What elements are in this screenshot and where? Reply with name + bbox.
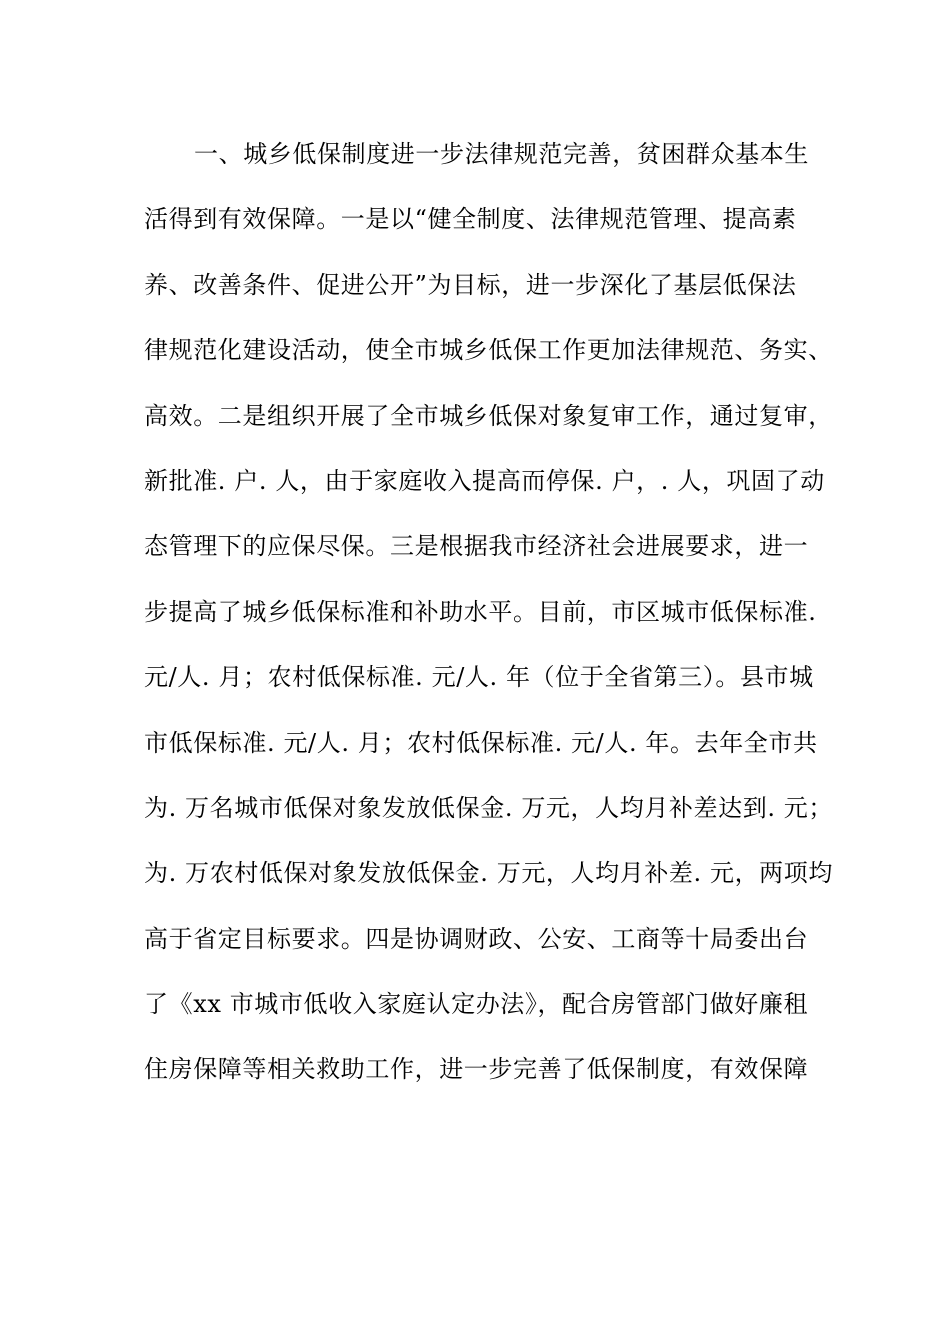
- text-line: 活得到有效保障。一是以“健全制度、法律规范管理、提高素: [144, 205, 797, 234]
- text-line: 为. 万农村低保对象发放低保金. 万元，人均月补差. 元，两项均: [144, 859, 833, 888]
- text-line: 住房保障等相关救助工作，进一步完善了低保制度，有效保障: [144, 1055, 809, 1084]
- text-line: 一、城乡低保制度进一步法律规范完善，贫困群众基本生: [194, 140, 809, 168]
- text-line: 元/人. 月；农村低保标准. 元/人. 年（位于全省第三）。县市城: [144, 663, 814, 692]
- text-line: 新批准. 户. 人，由于家庭收入提高而停保. 户，. 人，巩固了动: [144, 466, 825, 495]
- text-line: 高于省定目标要求。四是协调财政、公安、工商等十局委出台: [144, 924, 809, 953]
- body-paragraph: [144, 134, 833, 1115]
- text-line: 为. 万名城市低保对象发放低保金. 万元，人均月补差达到. 元；: [144, 793, 833, 822]
- text-line: 养、改善条件、促进公开”为目标，进一步深化了基层低保法: [144, 270, 797, 299]
- text-line: 态管理下的应保尽保。三是根据我市经济社会进展要求，进一: [144, 532, 809, 561]
- text-line: 高效。二是组织开展了全市城乡低保对象复审工作，通过复审，: [144, 401, 833, 430]
- text-line: 步提高了城乡低保标准和补助水平。目前，市区城市低保标准.: [144, 597, 817, 626]
- text-line: 了《xx 市城市低收入家庭认定办法》，配合房管部门做好廉租: [144, 990, 809, 1019]
- text-line: 律规范化建设活动，使全市城乡低保工作更加法律规范、务实、: [144, 336, 833, 365]
- text-line: 市低保标准. 元/人. 月；农村低保标准. 元/人. 年。去年全市共: [144, 728, 818, 757]
